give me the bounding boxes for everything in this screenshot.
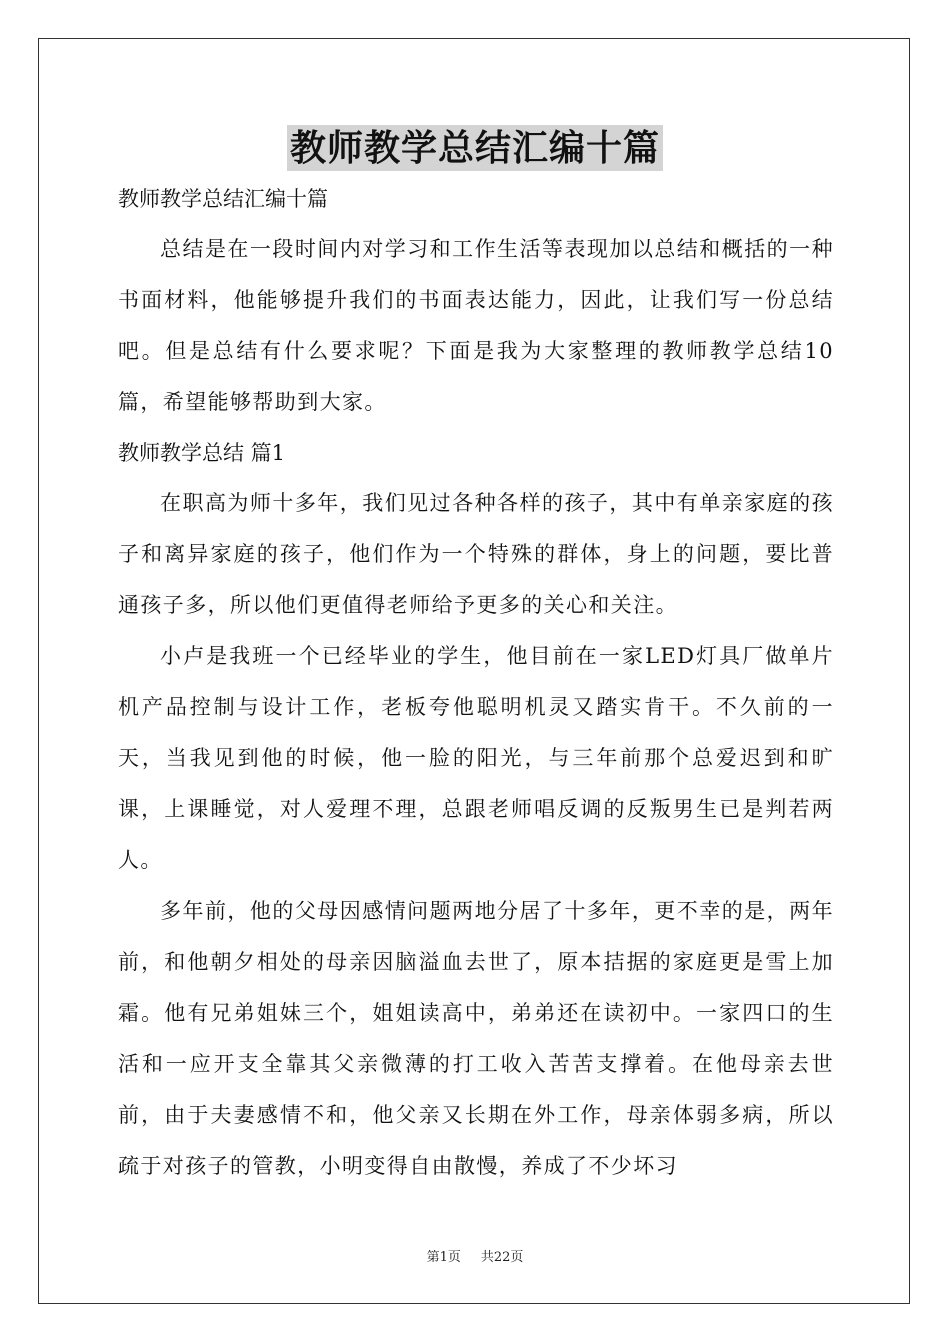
document-title: 教师教学总结汇编十篇 [287,125,663,171]
document-body [118,174,834,1192]
section-heading: 教师教学总结 篇1 [118,441,286,465]
intro-paragraph: 总结是在一段时间内对学习和工作生活等表现加以总结和概括的一种书面材料，他能够提升我们的书面表达能力，因此，让我们写一份总结吧。但是总结有什么要求呢？下面是我为大家整理的教师教学总结10篇，希望能够帮助到大家。 [118,237,834,414]
page-number-current: 第1页 [426,1250,461,1265]
document-title-block [0,125,950,171]
document-subtitle: 教师教学总结汇编十篇 [118,187,328,211]
page-number-total: 共22页 [480,1250,524,1265]
body-paragraph-3: 多年前，他的父母因感情问题两地分居了十多年，更不幸的是，两年前，和他朝夕相处的母亲因脑溢血去世了，原本拮据的家庭更是雪上加霜。他有兄弟姐妹三个，姐姐读高中，弟弟还在读初中。一家四口的生活和一应开支全靠其父亲微薄的打工收入苦苦支撑着。在他母亲去世前，由于夫妻感情不和，他父亲又长期在外工作，母亲体弱多病，所以疏于对孩子的管教，小明变得自由散慢，养成了不少坏习 [118,899,834,1178]
page-footer [0,1246,950,1265]
body-paragraph-1: 在职高为师十多年，我们见过各种各样的孩子，其中有单亲家庭的孩子和离异家庭的孩子，他们作为一个特殊的群体，身上的问题，要比普通孩子多，所以他们更值得老师给予更多的关心和关注。 [118,491,834,617]
body-paragraph-2: 小卢是我班一个已经毕业的学生，他目前在一家LED灯具厂做单片机产品控制与设计工作，老板夸他聪明机灵又踏实肯干。不久前的一天，当我见到他的时候，他一脸的阳光，与三年前那个总爱迟到和旷课，上课睡觉，对人爱理不理，总跟老师唱反调的反叛男生已是判若两人。 [118,644,834,872]
